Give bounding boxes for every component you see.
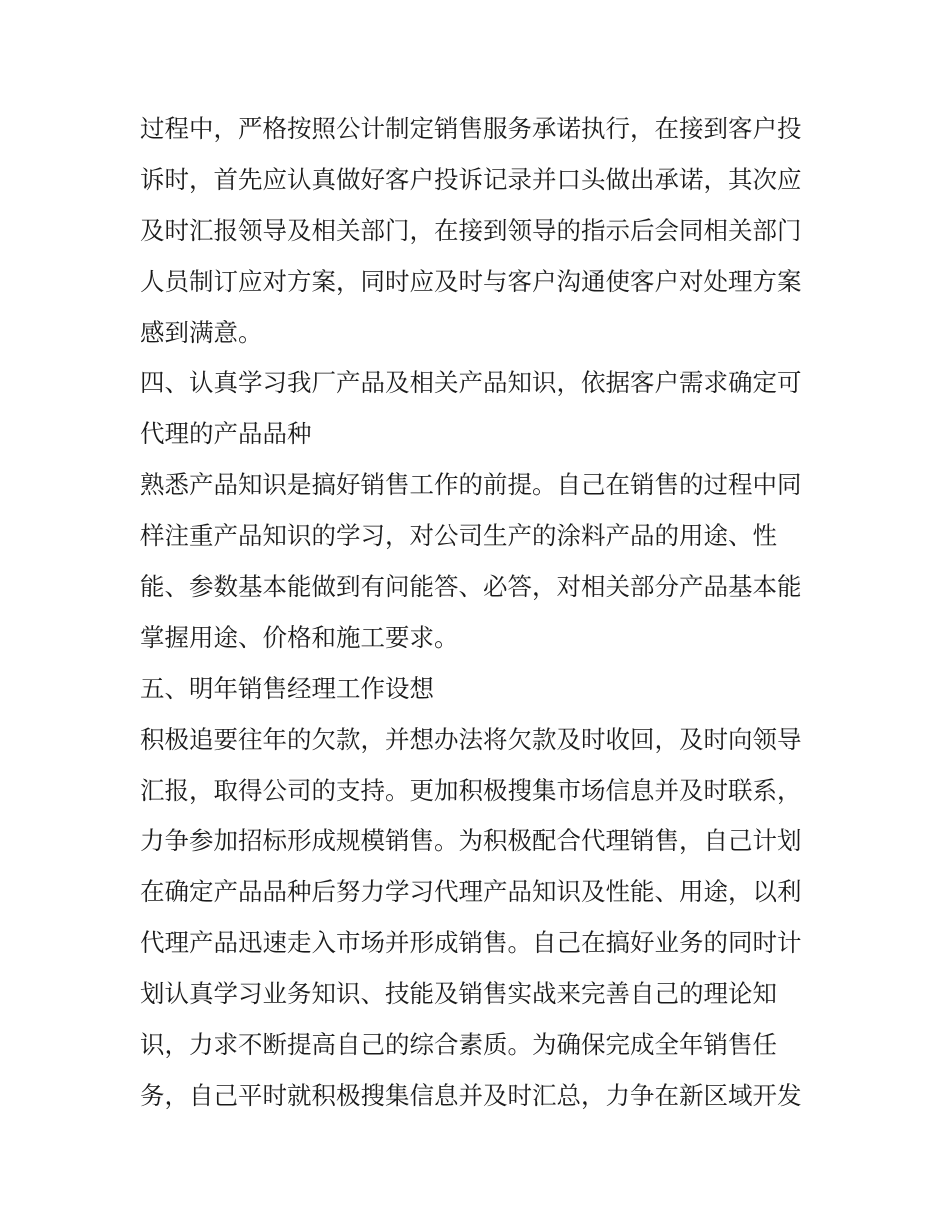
text-line: 过程中，严格按照公计制定销售服务承诺执行，在接到客户投	[140, 114, 802, 143]
text-line: 人员制订应对方案，同时应及时与客户沟通使客户对处理方案	[140, 266, 802, 296]
text-line: 务，自己平时就积极搜集信息并及时汇总，力争在新区域开发	[140, 1080, 802, 1110]
text-line: 划认真学习业务知识、技能及销售实战来完善自己的理论知	[140, 979, 777, 1009]
text-line: 样注重产品知识的学习，对公司生产的涂料产品的用途、性	[140, 521, 777, 551]
section-heading: 五、明年销售经理工作设想	[140, 673, 434, 703]
text-line: 汇报，取得公司的支持。更加积极搜集市场信息并及时联系，	[140, 775, 802, 805]
text-line: 及时汇报领导及相关部门，在接到领导的指示后会同相关部门	[140, 215, 802, 245]
text-line: 感到满意。	[140, 317, 263, 347]
text-line: 力争参加招标形成规模销售。为积极配合代理销售，自己计划	[140, 826, 802, 856]
text-line: 诉时，首先应认真做好客户投诉记录并口头做出承诺，其次应	[140, 164, 802, 194]
text-line: 识，力求不断提高自己的综合素质。为确保完成全年销售任	[140, 1030, 777, 1060]
section-heading: 代理的产品品种	[140, 419, 312, 449]
text-line: 在确定产品品种后努力学习代理产品知识及性能、用途，以利	[140, 877, 802, 907]
text-line: 能、参数基本能做到有问能答、必答，对相关部分产品基本能	[140, 572, 802, 602]
section-heading: 四、认真学习我厂产品及相关产品知识，依据客户需求确定可	[140, 368, 802, 398]
text-line: 熟悉产品知识是搞好销售工作的前提。自己在销售的过程中同	[140, 470, 802, 500]
text-line: 代理产品迅速走入市场并形成销售。自己在搞好业务的同时计	[140, 928, 802, 958]
body-text	[140, 109, 820, 1127]
text-line: 掌握用途、价格和施工要求。	[140, 622, 459, 652]
text-line: 积极追要往年的欠款，并想办法将欠款及时收回，及时向领导	[140, 724, 802, 754]
